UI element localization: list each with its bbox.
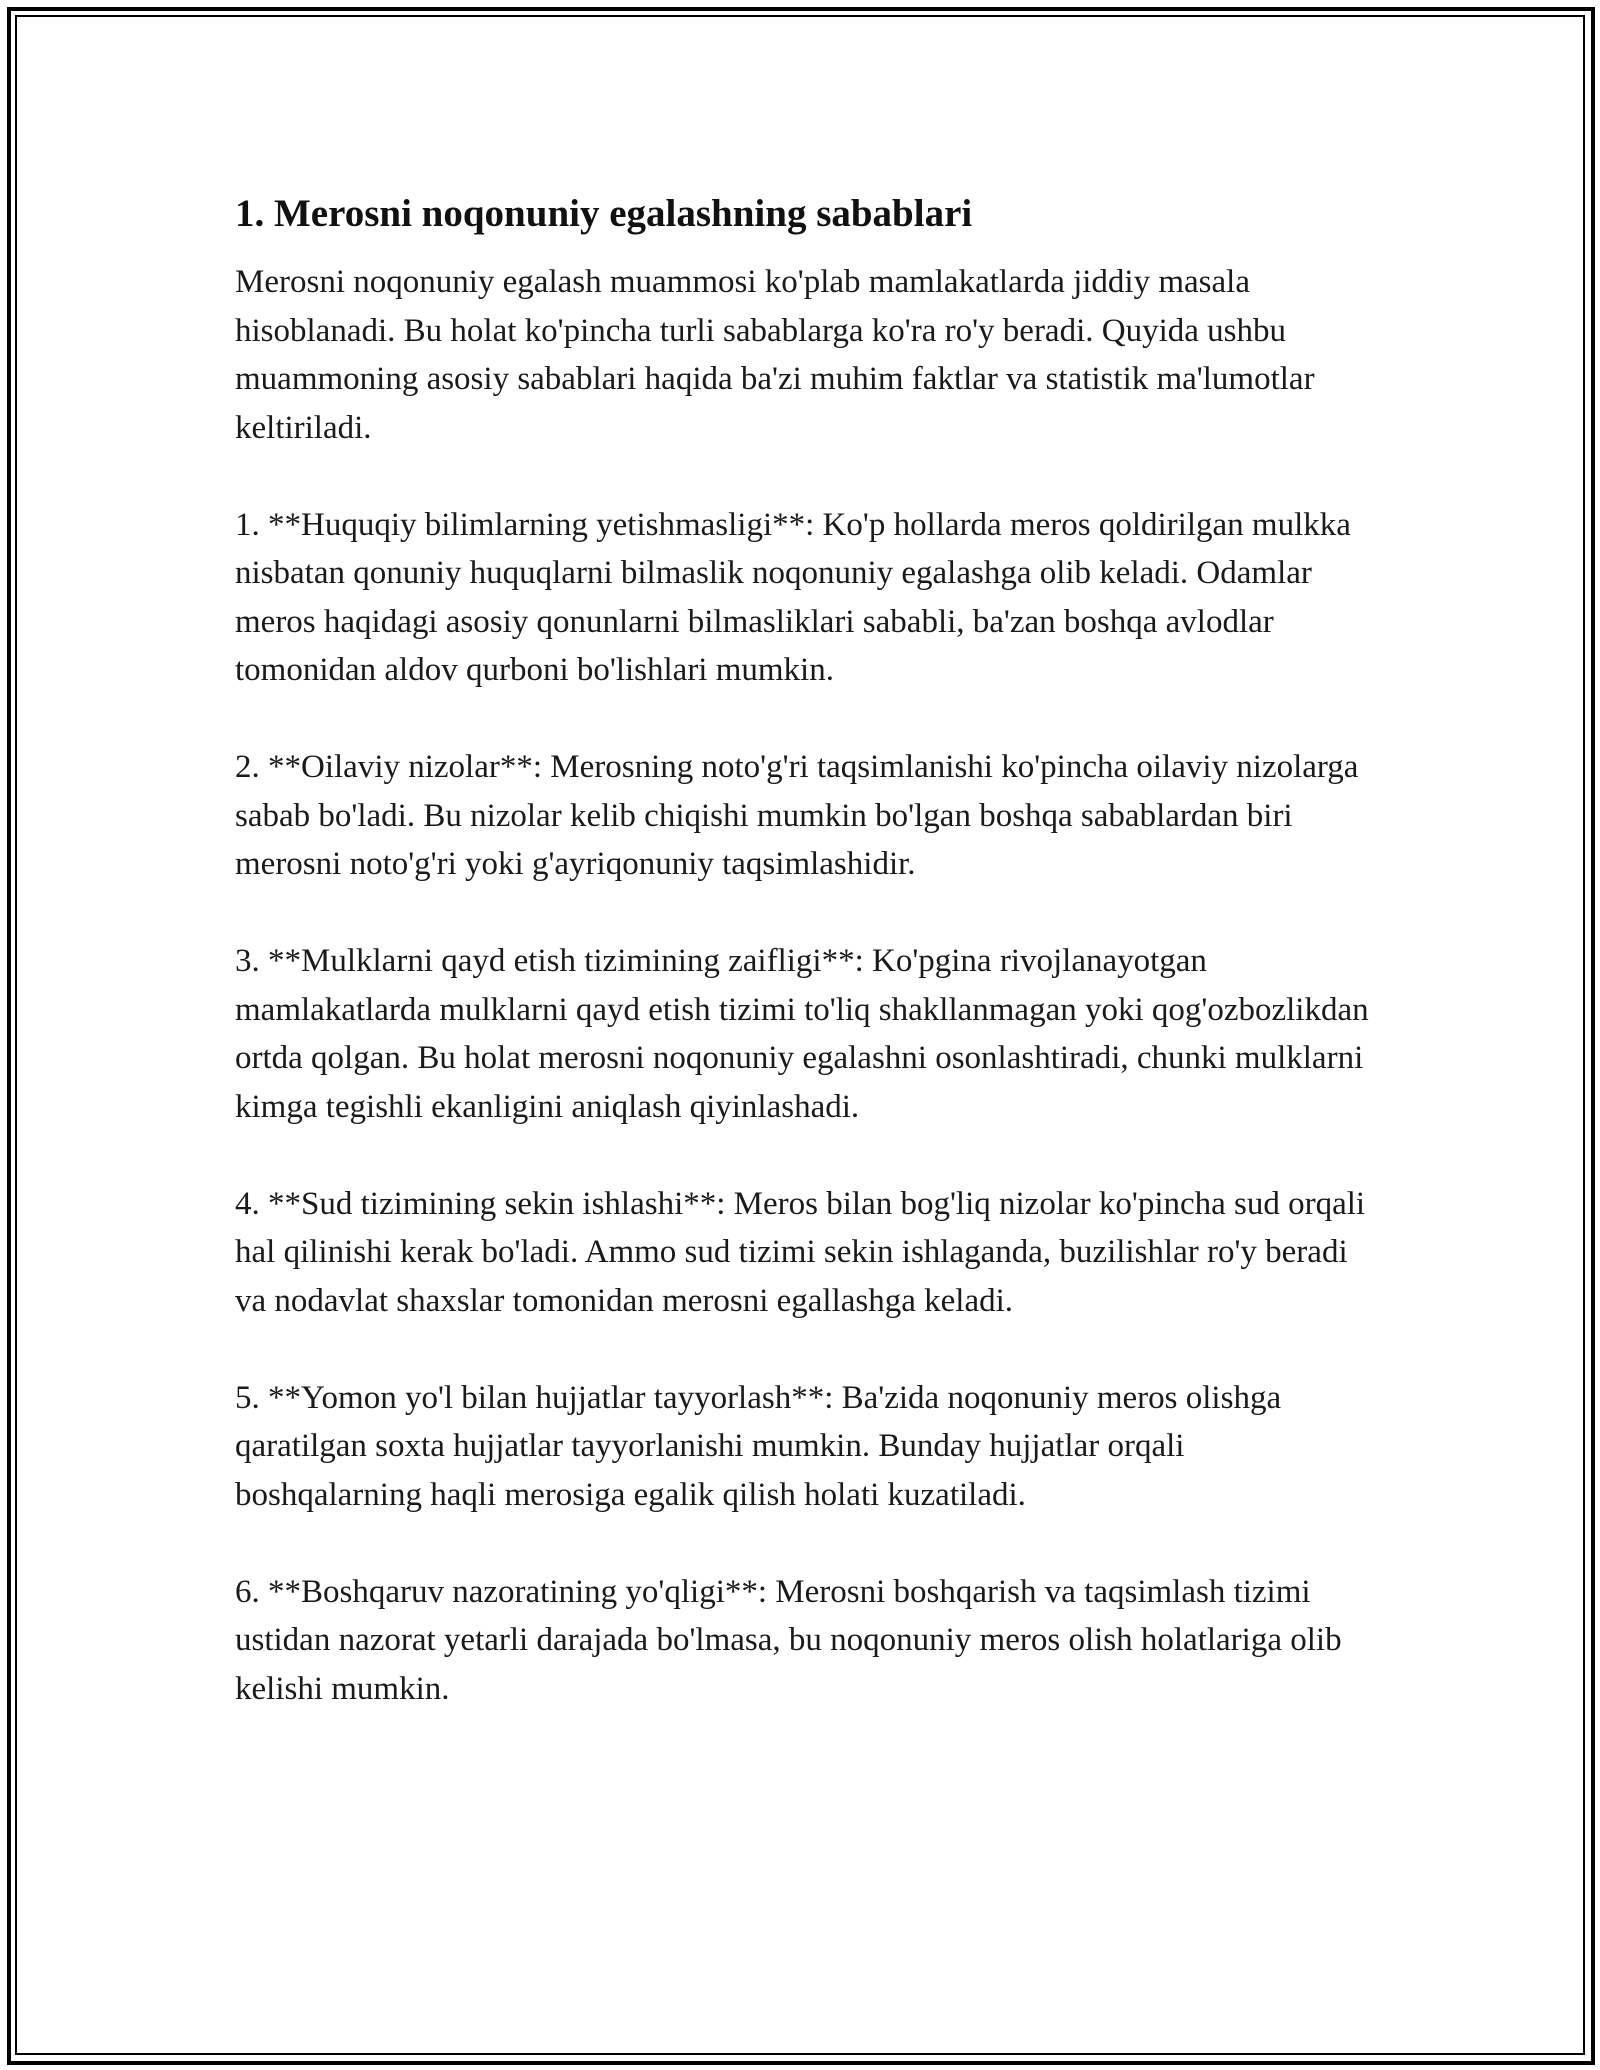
list-item-3: 3. **Mulklarni qayd etish tizimining zaifligi**: Ko'pgina rivojlanayotgan mamlakatlarda mulklarni qayd etish tizimi to'liq shakllanmagan yoki qog'ozbozlikdan ortda qolgan. Bu holat merosni noqonuniy egalashni osonlashtiradi, chunki mulklarni kimga tegishli ekanligini aniqlash qiyinlashadi.: [235, 943, 1369, 1125]
section-heading: 1. Merosni noqonuniy egalashning sabablari: [235, 192, 973, 235]
intro-paragraph: Merosni noqonuniy egalash muammosi ko'plab mamlakatlarda jiddiy masala hisoblanadi. Bu holat ko'pincha turli sabablarga ko'ra ro'y beradi. Quyida ushbu muammoning asosiy sabablari haqida ba'zi muhim faktlar va statistik ma'lumotlar keltiriladi.: [235, 264, 1315, 446]
list-item-6: 6. **Boshqaruv nazoratining yo'qligi**: Merosni boshqarish va taqsimlash tizimi ustidan nazorat yetarli darajada bo'lmasa, bu noqonuniy meros olish holatlariga olib kelishi mumkin.: [235, 1573, 1342, 1707]
list-item-1: 1. **Huquqiy bilimlarning yetishmasligi**: Ko'p hollarda meros qoldirilgan mulkka nisbatan qonuniy huquqlarni bilmaslik noqonuniy egalashga olib keladi. Odamlar meros haqidagi asosiy qonunlarni bilmasliklari sababli, ba'zan boshqa avlodlar tomonidan aldov qurboni bo'lishlari mumkin.: [235, 506, 1351, 688]
document-body: [235, 190, 1375, 1762]
list-item-2: 2. **Oilaviy nizolar**: Merosning noto'g'ri taqsimlanishi ko'pincha oilaviy nizolarga sabab bo'ladi. Bu nizolar kelib chiqishi mumkin bo'lgan boshqa sabablardan biri merosni noto'g'ri yoki g'ayriqonuniy taqsimlashidir.: [235, 749, 1359, 882]
list-item-4: 4. **Sud tizimining sekin ishlashi**: Meros bilan bog'liq nizolar ko'pincha sud orqali hal qilinishi kerak bo'ladi. Ammo sud tizimi sekin ishlaganda, buzilishlar ro'y beradi va nodavlat shaxslar tomonidan merosni egallashga keladi.: [235, 1185, 1366, 1319]
list-item-5: 5. **Yomon yo'l bilan hujjatlar tayyorlash**: Ba'zida noqonuniy meros olishga qaratilgan soxta hujjatlar tayyorlanishi mumkin. Bunday hujjatlar orqali boshqalarning haqli merosiga egalik qilish holati kuzatiladi.: [235, 1379, 1282, 1513]
